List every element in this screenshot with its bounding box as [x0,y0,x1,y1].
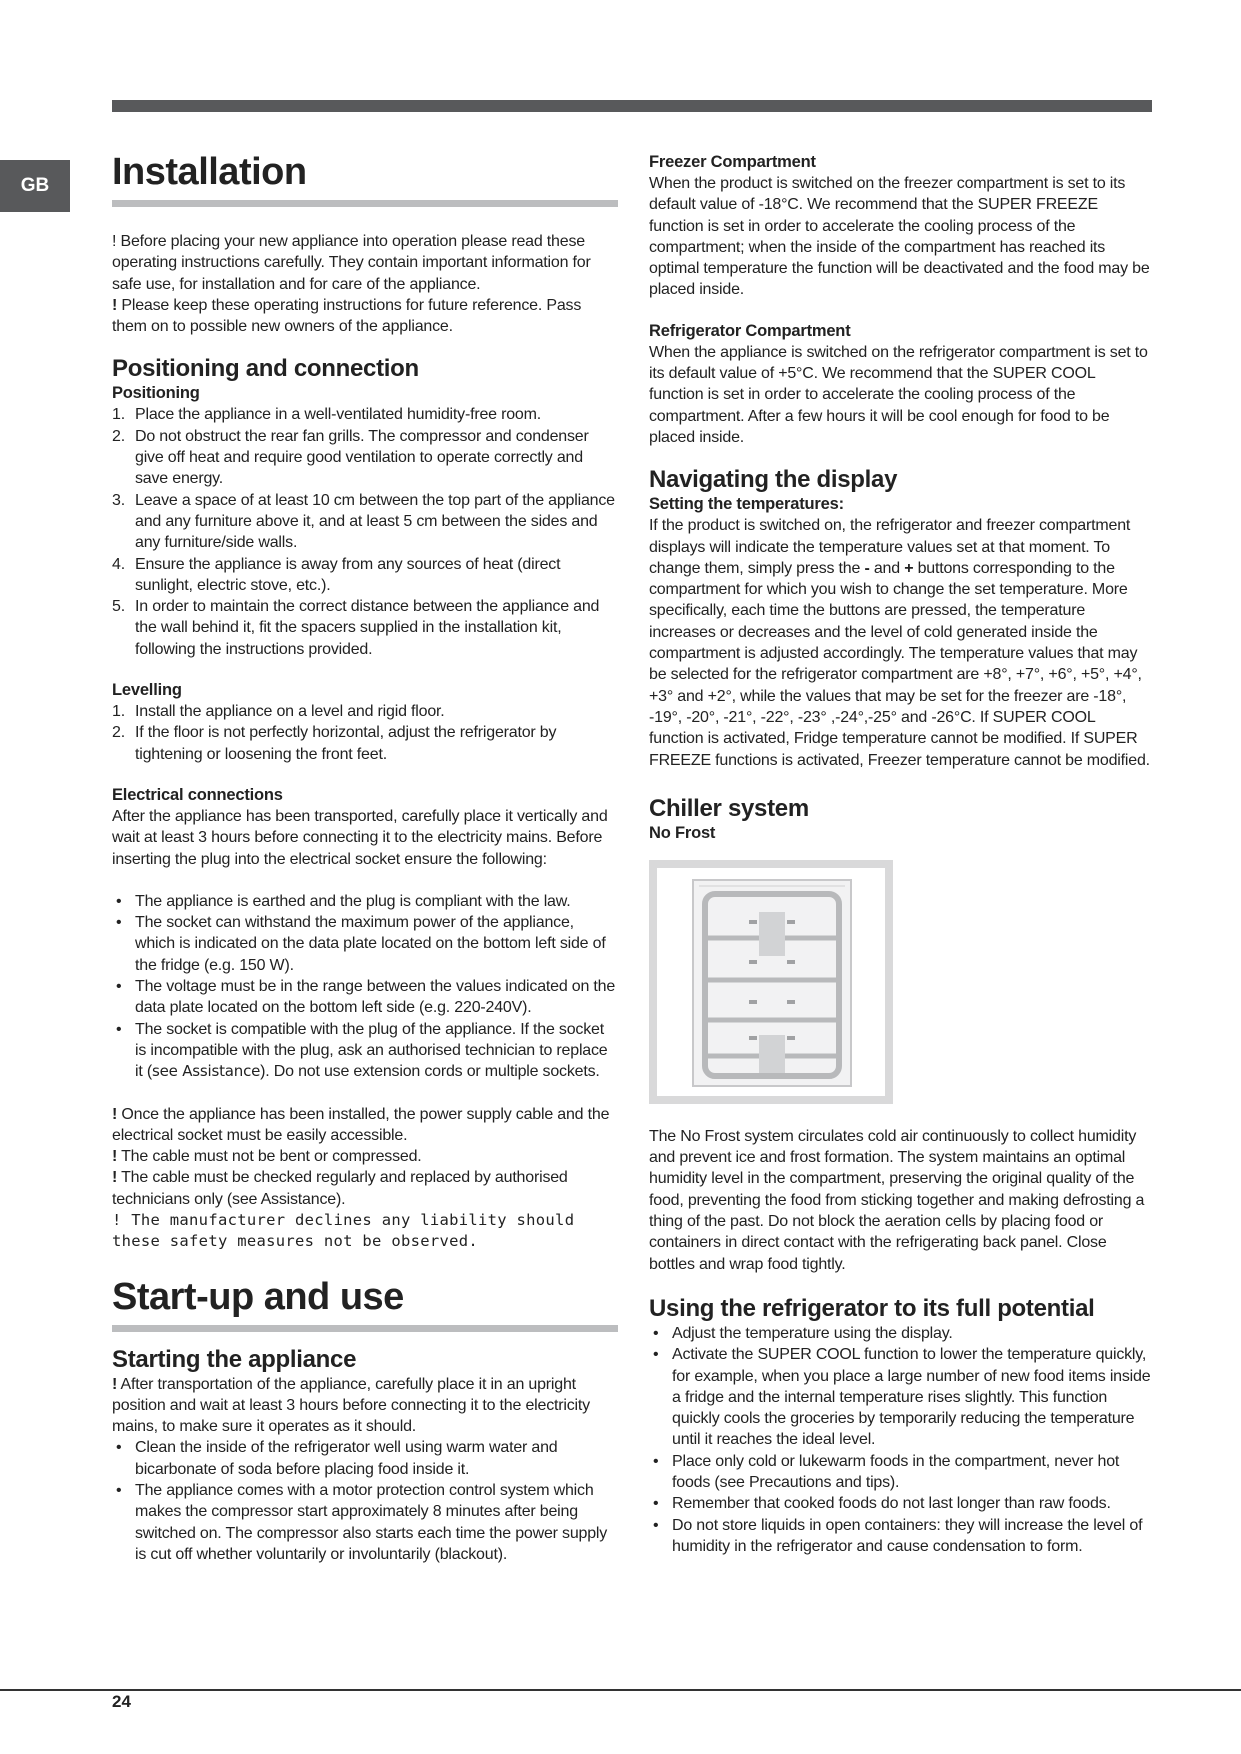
chiller-system-title: Chiller system [649,794,809,822]
positioning-connection-title: Positioning and connection [112,355,419,383]
navigating-display-title: Navigating the display [649,466,898,494]
list-item: 2. If the floor is not perfectly horizontal, adjust the refrigerator by tightening or loosening the front feet. [112,722,618,765]
starting-intro-text: After transportation of the appliance, carefully place it in an upright position and wait at least 3 hours before connecting it to the electricity mains, to make sure it operates as it should. [112,1375,590,1436]
list-item: 2. Do not obstruct the rear fan grills. The compressor and condenser give off heat and require good ventilation to operate correctly and save energy. [112,426,618,490]
list-item: • Remember that cooked foods do not last longer than raw foods. [649,1493,1152,1514]
list-item: • Activate the SUPER COOL function to lower the temperature quickly, for example, when you place a large number of new food items inside a fridge and the internal temperature rises slightly. This function quickly cools the groceries by temporarily reducing the temperature until it reaches the ideal level. [649,1344,1152,1450]
positioning-list [112,404,618,660]
freezer-compartment-text: When the product is switched on the freezer compartment is set to its default value of -18°C. We recommend that the SUPER FREEZE function is set in order to accelerate the cooling process of the compartment; when the inside of the compartment has reached its optimal temperature the function will be deactivated and the food may be placed inside. [649,175,1150,299]
keep-note-text: Please keep these operating instructions for future reference. Pass them on to possible new owners of the appliance. [112,296,582,336]
warning-mark: ! [112,1375,118,1393]
warning-mark: ! [112,1169,118,1187]
list-item: • The voltage must be in the range between the values indicated on the data plate located on the bottom left side (e.g. 220-240V). [112,976,618,1019]
plus-symbol: + [904,559,914,577]
language-tab: GB [0,160,70,212]
warning-mark: ! [112,1105,118,1123]
positioning-subtitle: Positioning [112,384,200,403]
full-potential-title: Using the refrigerator to its full potential [649,1294,1095,1322]
starting-bullets [112,1437,618,1565]
bottom-rule [0,1689,1241,1691]
list-item: • Place only cold or lukewarm foods in the compartment, never hot foods (see Precautions and tips). [649,1451,1152,1494]
list-item: 4. Ensure the appliance is away from any sources of heat (direct sunlight, electric stove, etc.). [112,554,618,597]
warning-text: The cable must be checked regularly and replaced by authorised technicians only (see Assistance). [112,1169,568,1208]
list-item: • Do not store liquids in open containers: they will increase the level of humidity in the refrigerator and cause condensation to form. [649,1515,1152,1558]
full-potential-bullets [649,1323,1152,1557]
assistance-reference: see Assistance [151,1062,261,1081]
starting-appliance-title: Starting the appliance [112,1345,357,1373]
page-number: 24 [112,1692,131,1711]
list-item: • Clean the inside of the refrigerator well using warm water and bicarbonate of soda before placing food inside it. [112,1437,618,1480]
list-item [112,1019,618,1083]
electrical-warning-1 [112,1104,618,1147]
levelling-subtitle: Levelling [112,681,182,700]
no-frost-diagram [649,860,893,1104]
list-item: 5. In order to maintain the correct distance between the appliance and the wall behind it, fit the spacers supplied in the installation kit, following the instructions provided. [112,596,618,660]
list-item: • The appliance is earthed and the plug is compliant with the law. [112,891,618,912]
liability-disclaimer: ! The manufacturer declines any liability should these safety measures not be observed. [112,1210,575,1251]
minus-symbol: - [864,559,870,577]
installation-title: Installation [112,150,618,207]
starting-intro [112,1374,618,1438]
installation-keep-note [112,295,618,338]
no-frost-text: The No Frost system circulates cold air continuously to collect humidity and prevent ice and frost formation. The system maintains an optimal humidity level in the compartment, preserving the original quality of the food, preventing the food from sticking together and making defrosting a thing of the past. Do not block the aeration cells by placing food or containers in direct contact with the refrigerating back panel. Close bottles and wrap food tightly. [649,1127,1145,1273]
electrical-warning-3 [112,1167,618,1210]
warning-text: Once the appliance has been installed, the power supply cable and the electrical socket must be easily accessible. [112,1105,610,1144]
warning-mark: ! [112,296,118,314]
list-item: • Adjust the temperature using the display. [649,1323,1152,1344]
electrical-bullets [112,891,618,1083]
navigating-text-2: buttons corresponding to the compartment for which you wish to change the set temperature. More specifically, each time the buttons are pressed, the temperature increases or decreases and the level of cold generated inside the compartment is adjusted accordingly. The temperature values that may be selected for the refrigerator compartment are +8°, +7°, +6°, +5°, +4°, +3° and +2°, while the values that may be set for the freezer are -18°, -19°, -20°, -21°, -22°, -23° ,-24°,-25° and -26°C. If SUPER COOL function is activated, Fridge temperature cannot be modified. If SUPER FREEZE functions is activated, Freezer temperature cannot be modified. [649,559,1150,769]
fridge-interior-illustration [649,860,893,1104]
electrical-warning-2 [112,1146,618,1167]
startup-title: Start-up and use [112,1275,618,1332]
socket-text-pre: The socket is compatible with the plug of the appliance. If the socket is incompatible with the plug, ask an authorised technician to replace it ( [135,1020,608,1081]
left-column [112,150,618,1565]
navigating-and: and [869,559,905,577]
right-column [649,152,1152,1557]
no-frost-subtitle: No Frost [649,823,716,842]
refrigerator-compartment-text: When the appliance is switched on the refrigerator compartment is set to its default value of +5°C. We recommend that the SUPER COOL function is set in order to accelerate the cooling process of the compartment. After a few hours it will be cool enough for food to be placed inside. [649,343,1148,446]
top-rule [112,100,1152,112]
list-item: 1. Install the appliance on a level and rigid floor. [112,701,618,722]
socket-text-post: ). Do not use extension cords or multiple sockets. [260,1063,600,1081]
warning-text: The cable must not be bent or compressed. [117,1148,422,1166]
levelling-list [112,701,618,765]
navigating-text [649,515,1152,771]
list-item: 3. Leave a space of at least 10 cm between the top part of the appliance and any furniture above it, and at least 5 cm between the sides and any furniture/side walls. [112,490,618,554]
electrical-subtitle: Electrical connections [112,785,283,804]
freezer-compartment-title: Freezer Compartment [649,153,816,171]
warning-mark: ! [112,1148,118,1166]
setting-temperatures-subtitle: Setting the temperatures: [649,495,844,514]
navigating-text-1: If the product is switched on, the refrigerator and freezer compartment displays will indicate the temperature values set at that moment. To change them, simply press the [649,517,1131,577]
list-item: 1. Place the appliance in a well-ventilated humidity-free room. [112,404,618,425]
list-item: • The appliance comes with a motor protection control system which makes the compressor start approximately 8 minutes after being switched on. The compressor also starts each time the power supply is cut off whether voluntarily or involuntarily (blackout). [112,1480,618,1565]
electrical-intro: After the appliance has been transported, carefully place it vertically and wait at least 3 hours before connecting it to the electricity mains. Before inserting the plug into the electrical socket ensure the following: [112,807,608,868]
installation-intro: ! Before placing your new appliance into operation please read these operating instructions carefully. They contain important information for safe use, for installation and for care of the appliance. [112,233,591,293]
refrigerator-compartment-title: Refrigerator Compartment [649,321,851,340]
list-item: • The socket can withstand the maximum power of the appliance, which is indicated on the data plate located on the bottom left side of the fridge (e.g. 150 W). [112,912,618,976]
